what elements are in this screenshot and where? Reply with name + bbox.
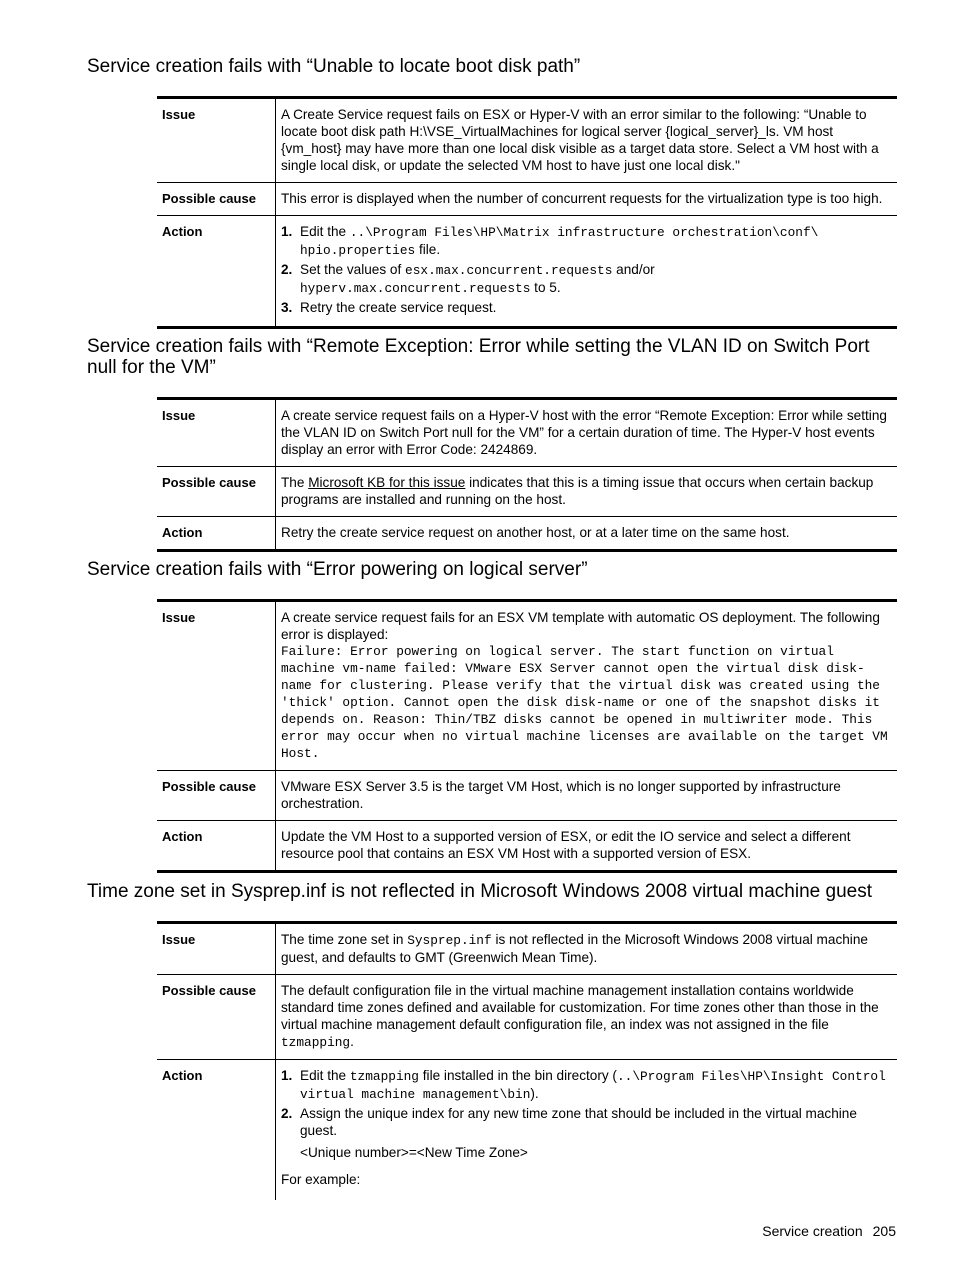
cause-text: The xyxy=(281,475,309,490)
cause-cell xyxy=(276,975,898,1060)
step-number: 1. xyxy=(281,1068,293,1083)
issue-text: is not reflected in the Microsoft Windows 2008 virtual machine guest, and defaults to GMT (Greenwich Mean Time). xyxy=(281,932,868,965)
page-footer xyxy=(762,1223,896,1239)
issue-label: Issue xyxy=(157,601,276,771)
cause-text: indicates that this is a timing issue that occurs when certain backup programs are installed and running on the host. xyxy=(281,475,874,507)
step-text: Edit the xyxy=(300,224,350,239)
action-label: Action xyxy=(157,1060,276,1201)
issue-label: Issue xyxy=(157,98,276,183)
issue-text: The time zone set in xyxy=(281,932,408,947)
step-text: ). xyxy=(530,1086,539,1101)
step-text: file installed in the bin directory ( xyxy=(419,1068,617,1083)
step-text: and/or xyxy=(612,262,655,277)
step-code: hyperv.max.concurrent.requests xyxy=(300,281,531,296)
action-row xyxy=(157,216,897,328)
step-code: ..\Program Files\HP\Insight Control virtual machine management\bin xyxy=(300,1069,886,1102)
issue-label: Issue xyxy=(157,399,276,467)
issue-text: A Create Service request fails on ESX or Hyper-V with an error similar to the following: “Unable to locate boot disk path H:\VSE_VirtualMachines for logical server {logical_server}_ls. VM host {vm_host} may have more than one local disk visible as a target data store. Select a VM host with a single local disk, or update the selected VM host to have just one local disk." xyxy=(281,107,879,173)
action-text: Update the VM Host to a supported version of ESX, or edit the IO service and select a different resource pool that contains an ESX VM Host with a supported version of ESX. xyxy=(276,821,898,872)
error-code-block: Failure: Error powering on logical server. The start function on virtual machine vm-name failed: VMware ESX Server cannot open the virtual disk disk-name for clustering. Please verify that the virtual disk was created using the 'thick' option. Cannot open the disk disk-name or one of the snapshot disks it depends on. Reason: Thin/TBZ disks cannot be opened in multiwriter mode. This error may occur when no virtual machine licenses are available on the target VM Host. xyxy=(281,644,896,761)
cause-label: Possible cause xyxy=(157,975,276,1060)
cause-cell xyxy=(276,467,898,517)
cause-label: Possible cause xyxy=(157,467,276,517)
cause-text: This error is displayed when the number of concurrent requests for the virtualization type is too high. xyxy=(276,183,898,216)
step-item xyxy=(281,1067,891,1103)
issue-row xyxy=(157,399,897,467)
step-text: to 5. xyxy=(530,280,561,295)
cause-text: VMware ESX Server 3.5 is the target VM Host, which is no longer supported by infrastructure orchestration. xyxy=(276,771,898,821)
issue-label: Issue xyxy=(157,923,276,975)
cause-row xyxy=(157,975,897,1060)
step-syntax: <Unique number>=<New Time Zone> xyxy=(300,1145,528,1160)
troubleshooting-table xyxy=(157,921,897,1200)
section-heading: Time zone set in Sysprep.inf is not reflected in Microsoft Windows 2008 virtual machine guest xyxy=(87,881,872,902)
issue-cell xyxy=(276,601,898,771)
troubleshooting-table xyxy=(157,599,897,873)
cause-code: tzmapping xyxy=(281,1035,351,1050)
cause-row xyxy=(157,771,897,821)
cause-text: . xyxy=(350,1034,354,1049)
footer-section: Service creation xyxy=(762,1223,863,1239)
cause-text: The default configuration file in the virtual machine management installation contains worldwide standard time zones defined and available for customization. For time zones other than those in the virtual machine management default configuration file, an index was not assigned in the file xyxy=(281,983,879,1032)
step-code: tzmapping xyxy=(349,1069,419,1084)
action-cell xyxy=(276,216,898,328)
section-heading: Service creation fails with “Remote Exception: Error while setting the VLAN ID on Switch Port null for the VM” xyxy=(87,336,870,378)
step-number: 3. xyxy=(281,300,293,315)
section-heading: Service creation fails with “Error powering on logical server” xyxy=(87,559,588,580)
issue-cell xyxy=(276,923,898,975)
troubleshooting-table xyxy=(157,96,897,329)
step-code: ..\Program Files\HP\Matrix infrastructure orchestration\conf\ hpio.properties xyxy=(300,225,819,258)
issue-text: A create service request fails for an ESX VM template with automatic OS deployment. The following error is displayed: xyxy=(281,610,880,642)
step-number: 2. xyxy=(281,1106,293,1121)
section-heading: Service creation fails with “Unable to locate boot disk path” xyxy=(87,56,581,77)
step-number: 2. xyxy=(281,262,293,277)
step-item xyxy=(281,1105,891,1161)
step-number: 1. xyxy=(281,224,293,239)
action-row xyxy=(157,517,897,551)
action-row xyxy=(157,1060,897,1201)
step-item xyxy=(281,261,891,297)
cause-row xyxy=(157,183,897,216)
cause-label: Possible cause xyxy=(157,771,276,821)
issue-code: Sysprep.inf xyxy=(407,933,492,948)
cause-row xyxy=(157,467,897,517)
action-text: Retry the create service request on another host, or at a later time on the same host. xyxy=(276,517,898,551)
issue-row xyxy=(157,98,897,183)
action-steps xyxy=(281,223,891,316)
microsoft-kb-link[interactable]: Microsoft KB for this issue xyxy=(308,475,466,490)
action-label: Action xyxy=(157,216,276,328)
step-text: Assign the unique index for any new time zone that should be included in the virtual machine guest. xyxy=(300,1106,857,1138)
troubleshooting-table xyxy=(157,397,897,552)
action-label: Action xyxy=(157,821,276,872)
step-code: esx.max.concurrent.requests xyxy=(405,263,613,278)
action-row xyxy=(157,821,897,872)
step-text: Edit the xyxy=(300,1068,350,1083)
issue-text: A create service request fails on a Hyper-V host with the error “Remote Exception: Error while setting the VLAN ID on Switch Port null for the VM” for a certain duration of time. The Hyper-V host events display an error with Error Code: 2424869. xyxy=(281,408,887,457)
step-text: Retry the create service request. xyxy=(300,300,497,315)
example-label: For example: xyxy=(281,1172,361,1187)
step-text: file. xyxy=(415,242,441,257)
step-item xyxy=(281,299,891,316)
step-text: Set the values of xyxy=(300,262,406,277)
cause-label: Possible cause xyxy=(157,183,276,216)
step-item xyxy=(281,223,891,259)
issue-row xyxy=(157,601,897,771)
issue-row xyxy=(157,923,897,975)
action-steps xyxy=(281,1067,891,1161)
action-cell xyxy=(276,1060,898,1201)
page-number: 205 xyxy=(872,1223,896,1239)
action-label: Action xyxy=(157,517,276,551)
